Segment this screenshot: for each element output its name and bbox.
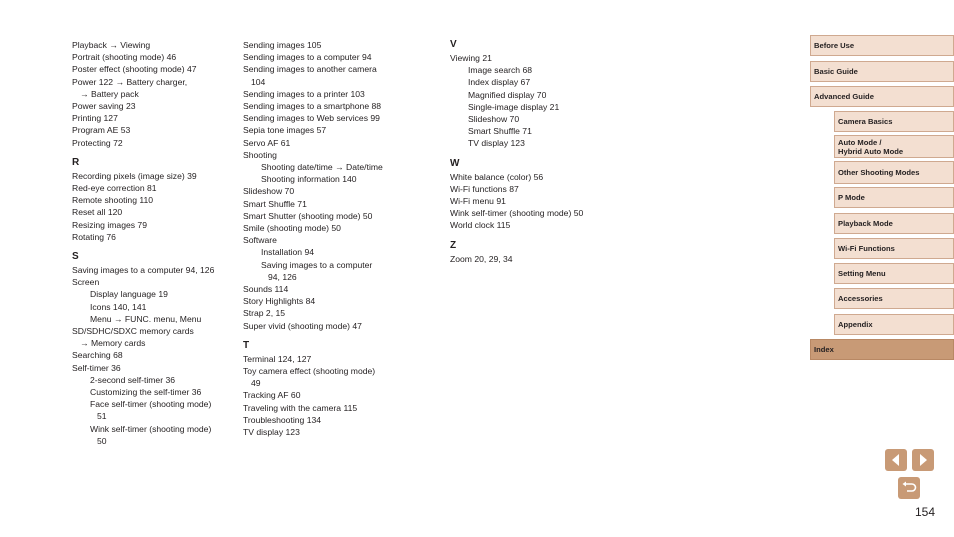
- nav-accessories[interactable]: Accessories: [834, 288, 954, 309]
- index-entry[interactable]: 49: [251, 378, 261, 389]
- index-entry[interactable]: → Battery pack: [80, 88, 139, 99]
- index-entry[interactable]: Display language 19: [90, 289, 168, 300]
- nav-basic-guide[interactable]: Basic Guide: [810, 61, 954, 82]
- index-entry[interactable]: Zoom 20, 29, 34: [450, 253, 513, 264]
- index-entry[interactable]: 104: [251, 76, 266, 87]
- index-entry[interactable]: Power 122 → Battery charger,: [72, 76, 188, 87]
- return-arrow-icon: [901, 480, 917, 496]
- index-entry[interactable]: Troubleshooting 134: [243, 414, 322, 425]
- index-entry[interactable]: Sending images to Web services 99: [243, 113, 380, 124]
- return-button[interactable]: [898, 477, 920, 499]
- index-entry[interactable]: Printing 127: [72, 113, 118, 124]
- index-letter-heading: S: [72, 251, 79, 263]
- index-entry[interactable]: Wi-Fi menu 91: [450, 196, 506, 207]
- index-entry[interactable]: Saving images to a computer 94, 126: [72, 265, 215, 276]
- index-letter-heading: W: [450, 157, 460, 169]
- index-entry[interactable]: Sepia tone images 57: [243, 125, 327, 136]
- index-entry[interactable]: Screen: [72, 277, 100, 288]
- index-letter-heading: T: [243, 339, 250, 351]
- index-entry[interactable]: Sounds 114: [243, 284, 289, 295]
- index-entry[interactable]: Toy camera effect (shooting mode): [243, 366, 376, 377]
- index-entry[interactable]: Single-image display 21: [468, 101, 560, 112]
- index-entry[interactable]: 2-second self-timer 36: [90, 374, 176, 385]
- index-entry[interactable]: Reset all 120: [72, 207, 123, 218]
- nav-playback-mode[interactable]: Playback Mode: [834, 213, 954, 234]
- index-entry[interactable]: Face self-timer (shooting mode): [90, 399, 212, 410]
- index-entry[interactable]: Wink self-timer (shooting mode): [90, 423, 212, 434]
- index-entry[interactable]: Recording pixels (image size) 39: [72, 170, 197, 181]
- index-entry[interactable]: Customizing the self-timer 36: [90, 387, 202, 398]
- index-entry[interactable]: Image search 68: [468, 65, 533, 76]
- previous-page-button[interactable]: [885, 449, 907, 471]
- nav-auto-mode[interactable]: Auto Mode / Hybrid Auto Mode: [834, 135, 954, 158]
- index-entry[interactable]: Index display 67: [468, 77, 531, 88]
- index-entry[interactable]: Servo AF 61: [243, 137, 291, 148]
- index-entry[interactable]: Power saving 23: [72, 101, 136, 112]
- index-entry[interactable]: SD/SDHC/SDXC memory cards: [72, 326, 194, 337]
- index-entry[interactable]: Slideshow 70: [468, 114, 520, 125]
- index-entry[interactable]: Sending images to a printer 103: [243, 88, 365, 99]
- triangle-right-icon: [916, 453, 930, 467]
- index-entry[interactable]: 51: [97, 411, 107, 422]
- index-entry[interactable]: Smile (shooting mode) 50: [243, 223, 341, 234]
- index-entry[interactable]: Protecting 72: [72, 137, 123, 148]
- index-column-2: [243, 39, 443, 438]
- index-entry[interactable]: Sending images to a computer 94: [243, 52, 372, 63]
- index-entry[interactable]: 94, 126: [268, 271, 297, 282]
- index-entry[interactable]: Saving images to a computer: [261, 259, 373, 270]
- index-letter-heading: R: [72, 156, 80, 168]
- index-entry[interactable]: Self-timer 36: [72, 362, 121, 373]
- index-entry[interactable]: Super vivid (shooting mode) 47: [243, 320, 362, 331]
- index-entry[interactable]: Viewing 21: [450, 53, 492, 63]
- index-entry[interactable]: Wi-Fi functions 87: [450, 183, 519, 194]
- index-entry[interactable]: Sending images 105: [243, 40, 322, 50]
- nav-advanced-guide[interactable]: Advanced Guide: [810, 86, 954, 107]
- nav-before-use[interactable]: Before Use: [810, 35, 954, 56]
- index-letter-heading: Z: [450, 239, 457, 251]
- index-entry[interactable]: Installation 94: [261, 247, 315, 258]
- index-entry[interactable]: Tracking AF 60: [243, 390, 301, 401]
- next-page-button[interactable]: [912, 449, 934, 471]
- index-entry[interactable]: Software: [243, 235, 277, 246]
- index-entry[interactable]: Strap 2, 15: [243, 308, 286, 319]
- nav-camera-basics[interactable]: Camera Basics: [834, 111, 954, 132]
- index-entry[interactable]: Remote shooting 110: [72, 195, 154, 206]
- index-entry[interactable]: Rotating 76: [72, 231, 116, 242]
- index-entry[interactable]: Icons 140, 141: [90, 301, 147, 312]
- index-entry[interactable]: Resizing images 79: [72, 219, 147, 230]
- index-entry[interactable]: Red-eye correction 81: [72, 183, 157, 194]
- nav-wifi-functions[interactable]: Wi-Fi Functions: [834, 238, 954, 259]
- index-entry[interactable]: Shooting date/time → Date/time: [261, 162, 383, 173]
- index-entry[interactable]: Shooting information 140: [261, 174, 357, 185]
- index-entry[interactable]: Poster effect (shooting mode) 47: [72, 64, 197, 75]
- index-entry[interactable]: Portrait (shooting mode) 46: [72, 52, 177, 63]
- index-entry[interactable]: TV display 123: [468, 138, 525, 149]
- index-entry[interactable]: 50: [97, 435, 107, 446]
- index-entry[interactable]: → Memory cards: [80, 338, 146, 349]
- index-entry[interactable]: Sending images to another camera: [243, 64, 377, 75]
- nav-index[interactable]: Index: [810, 339, 954, 360]
- nav-other-shooting-modes[interactable]: Other Shooting Modes: [834, 161, 954, 184]
- index-entry[interactable]: Menu → FUNC. menu, Menu: [90, 313, 202, 324]
- index-entry[interactable]: TV display 123: [243, 427, 300, 438]
- index-entry[interactable]: Magnified display 70: [468, 89, 547, 100]
- index-entry[interactable]: Wink self-timer (shooting mode) 50: [450, 208, 584, 219]
- index-entry[interactable]: Smart Shuffle 71: [468, 126, 532, 137]
- index-entry[interactable]: Shooting: [243, 149, 277, 160]
- index-entry[interactable]: Story Highlights 84: [243, 296, 316, 307]
- index-entry[interactable]: Program AE 53: [72, 125, 131, 136]
- index-entry[interactable]: Slideshow 70: [243, 186, 295, 197]
- index-entry[interactable]: Terminal 124, 127: [243, 353, 312, 364]
- index-column-1: [72, 39, 237, 447]
- page-number: 154: [914, 505, 935, 519]
- index-column-3: [450, 39, 650, 265]
- nav-p-mode[interactable]: P Mode: [834, 187, 954, 208]
- index-entry[interactable]: Sending images to a smartphone 88: [243, 101, 382, 112]
- index-entry[interactable]: Smart Shuffle 71: [243, 198, 307, 209]
- index-entry[interactable]: Smart Shutter (shooting mode) 50: [243, 210, 373, 221]
- index-entry[interactable]: White balance (color) 56: [450, 171, 544, 182]
- index-entry[interactable]: World clock 115: [450, 220, 511, 231]
- index-entry[interactable]: Searching 68: [72, 350, 123, 361]
- nav-setting-menu[interactable]: Setting Menu: [834, 263, 954, 284]
- triangle-left-icon: [889, 453, 903, 467]
- index-entry[interactable]: Playback → Viewing: [72, 40, 151, 50]
- index-letter-heading: V: [450, 39, 457, 50]
- index-entry[interactable]: Traveling with the camera 115: [243, 402, 358, 413]
- nav-appendix[interactable]: Appendix: [834, 314, 954, 335]
